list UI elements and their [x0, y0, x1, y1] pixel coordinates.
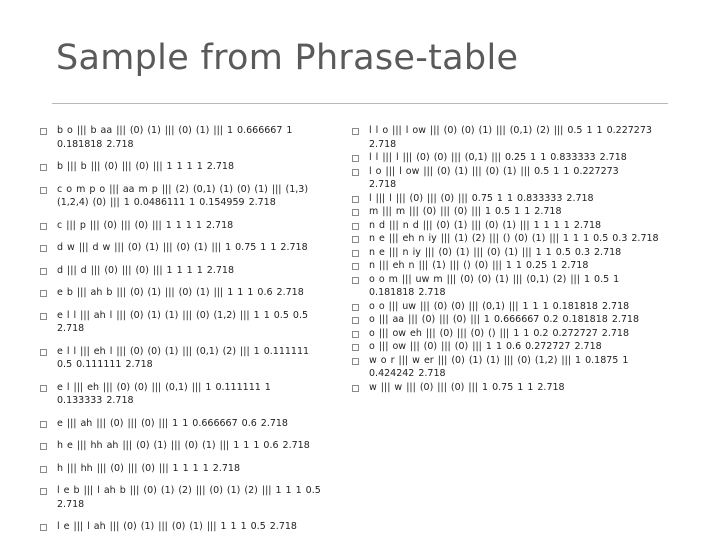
- title-divider: [52, 103, 668, 104]
- phrase-entry: n ||| eh n ||| (1) ||| () (0) ||| 1 1 0.25 1 2.718: [352, 259, 682, 273]
- phrase-entry: b o ||| b aa ||| (0) (1) ||| (0) (1) ||| 1 0.666667 1 0.181818 2.718: [40, 124, 340, 151]
- phrase-entry: b ||| b ||| (0) ||| (0) ||| 1 1 1 1 2.718: [40, 160, 340, 174]
- phrase-entry: h ||| hh ||| (0) ||| (0) ||| 1 1 1 1 2.718: [40, 462, 340, 476]
- phrase-entry: n d ||| n d ||| (0) (1) ||| (0) (1) ||| 1 1 1 1 2.718: [352, 219, 682, 233]
- phrase-entry: d w ||| d w ||| (0) (1) ||| (0) (1) ||| 1 0.75 1 1 2.718: [40, 241, 340, 255]
- phrase-entry: h e ||| hh ah ||| (0) (1) ||| (0) (1) ||| 1 1 1 0.6 2.718: [40, 439, 340, 453]
- slide-title: Sample from Phrase-table: [56, 38, 519, 78]
- right-column: [352, 124, 682, 394]
- phrase-entry: o o ||| uw ||| (0) (0) ||| (0,1) ||| 1 1 1 0.181818 2.718: [352, 300, 682, 314]
- left-column: [40, 124, 340, 543]
- phrase-entry: c o m p o ||| aa m p ||| (2) (0,1) (1) (0) (1) ||| (1,3) (1,2,4) (0) ||| 1 0.0486111 1 0.154959 2.718: [40, 183, 340, 210]
- phrase-entry: o ||| ow eh ||| (0) ||| (0) () ||| 1 1 0.2 0.272727 2.718: [352, 327, 682, 341]
- phrase-entry: o ||| ow ||| (0) ||| (0) ||| 1 1 0.6 0.272727 2.718: [352, 340, 682, 354]
- phrase-entry: d ||| d ||| (0) ||| (0) ||| 1 1 1 1 2.718: [40, 264, 340, 278]
- phrase-entry: e l l ||| eh l ||| (0) (0) (1) ||| (0,1) (2) ||| 1 0.111111 0.5 0.111111 2.718: [40, 345, 340, 372]
- phrase-entry: l ||| l ||| (0) ||| (0) ||| 0.75 1 1 0.833333 2.718: [352, 192, 682, 206]
- phrase-entry: m ||| m ||| (0) ||| (0) ||| 1 0.5 1 1 2.718: [352, 205, 682, 219]
- phrase-entry: l e b ||| l ah b ||| (0) (1) (2) ||| (0) (1) (2) ||| 1 1 1 0.5 2.718: [40, 484, 340, 511]
- phrase-entry: l l ||| l ||| (0) (0) ||| (0,1) ||| 0.25 1 1 0.833333 2.718: [352, 151, 682, 165]
- phrase-entry: e ||| ah ||| (0) ||| (0) ||| 1 1 0.666667 0.6 2.718: [40, 417, 340, 431]
- phrase-entry: w ||| w ||| (0) ||| (0) ||| 1 0.75 1 1 2.718: [352, 381, 682, 395]
- phrase-entry: n e ||| eh n iy ||| (1) (2) ||| () (0) (1) ||| 1 1 1 0.5 0.3 2.718: [352, 232, 682, 246]
- phrase-entry: n e ||| n iy ||| (0) (1) ||| (0) (1) ||| 1 1 0.5 0.3 2.718: [352, 246, 682, 260]
- phrase-entry: e l l ||| ah l ||| (0) (1) (1) ||| (0) (1,2) ||| 1 1 0.5 0.5 2.718: [40, 309, 340, 336]
- phrase-entry: l o ||| l ow ||| (0) (1) ||| (0) (1) ||| 0.5 1 1 0.227273 2.718: [352, 165, 682, 192]
- phrase-entry: e l ||| eh ||| (0) (0) ||| (0,1) ||| 1 0.111111 1 0.133333 2.718: [40, 381, 340, 408]
- phrase-entry: o ||| aa ||| (0) ||| (0) ||| 1 0.666667 0.2 0.181818 2.718: [352, 313, 682, 327]
- phrase-entry: c ||| p ||| (0) ||| (0) ||| 1 1 1 1 2.718: [40, 219, 340, 233]
- phrase-entry: l e ||| l ah ||| (0) (1) ||| (0) (1) ||| 1 1 1 0.5 2.718: [40, 520, 340, 534]
- phrase-entry: w o r ||| w er ||| (0) (1) (1) ||| (0) (1,2) ||| 1 0.1875 1 0.424242 2.718: [352, 354, 682, 381]
- phrase-entry: l l o ||| l ow ||| (0) (0) (1) ||| (0,1) (2) ||| 0.5 1 1 0.227273 2.718: [352, 124, 682, 151]
- phrase-entry: e b ||| ah b ||| (0) (1) ||| (0) (1) ||| 1 1 1 0.6 2.718: [40, 286, 340, 300]
- phrase-entry: o o m ||| uw m ||| (0) (0) (1) ||| (0,1) (2) ||| 1 0.5 1 0.181818 2.718: [352, 273, 682, 300]
